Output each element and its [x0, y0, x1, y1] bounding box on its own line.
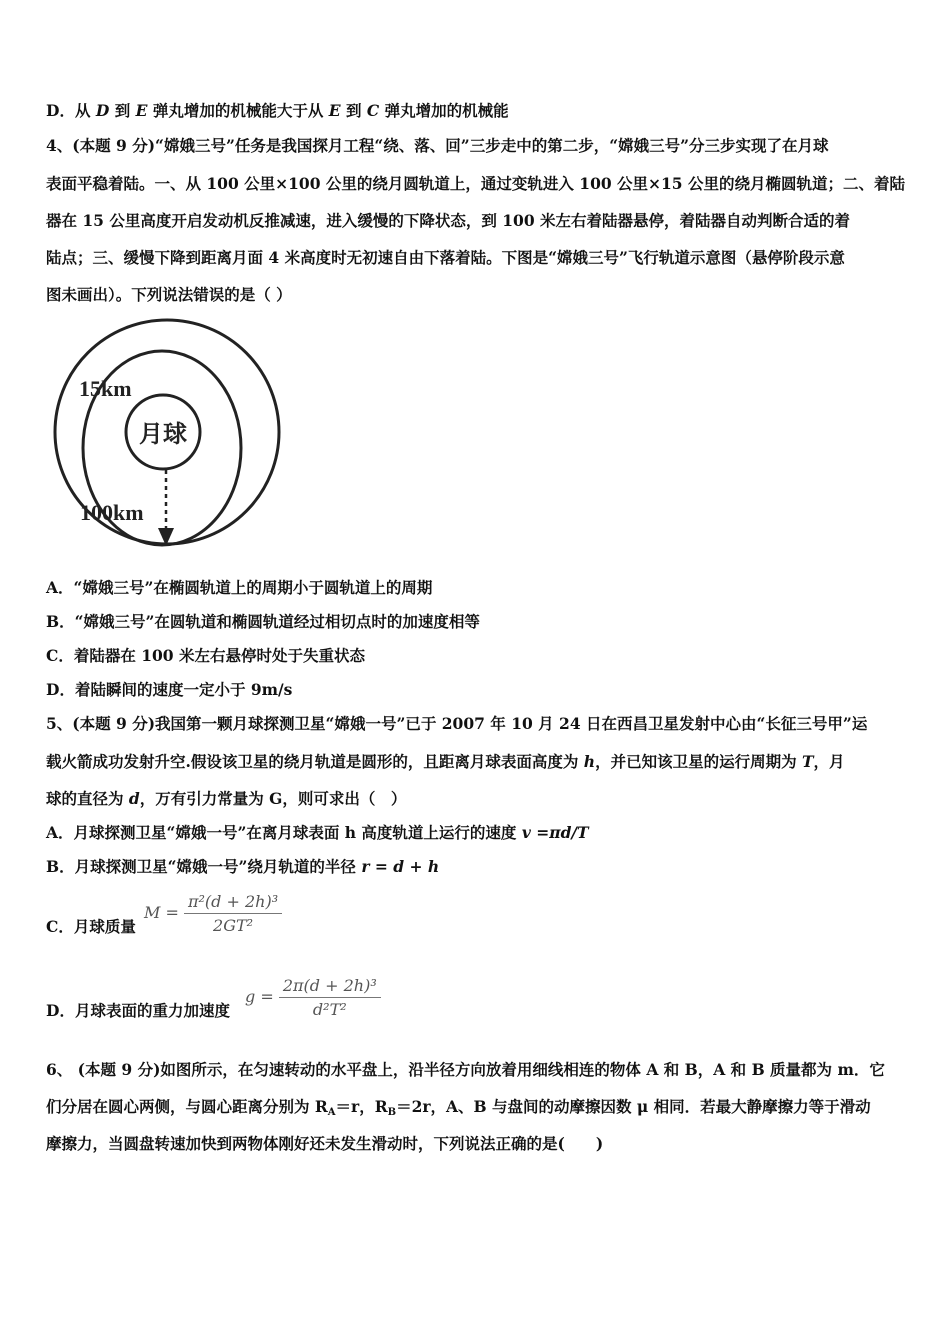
moon-label: 月球	[139, 420, 187, 448]
q3-d-var: D	[95, 101, 110, 120]
q5-text: ，万有引力常量为 G，则可求出（ ）	[139, 789, 407, 808]
q3-d-var: E	[328, 101, 341, 120]
q5-b-formula: r = d + h	[361, 857, 440, 876]
q4-option-c: C．着陆器在 100 米左右悬停时处于失重状态	[46, 646, 365, 665]
label-100km: 100km	[80, 500, 144, 525]
q4-option-a: A．“嫦娥三号”在椭圆轨道上的周期小于圆轨道上的周期	[46, 578, 433, 597]
q6-text: ＝r，R	[335, 1097, 388, 1116]
q5-c-lhs: M =	[144, 903, 179, 922]
label-15km: 15km	[79, 376, 132, 401]
q4-stem-line-2: 表面平稳着陆。一、从 100 公里×100 公里的绕月圆轨道上，通过变轨进入 100 公里×15 公里的绕月椭圆轨道；二、着陆	[46, 174, 905, 193]
q6-stem-line-1: 6、 (本题 9 分)如图所示，在匀速转动的水平盘上，沿半径方向放着用细线相连的物体 A 和 B，A 和 B 质量都为 m．它	[46, 1060, 885, 1079]
q6-text: 们分居在圆心两侧，与圆心距离分别为 R	[46, 1097, 328, 1116]
q5-stem-line-1: 5、(本题 9 分)我国第一颗月球探测卫星“嫦娥一号”已于 2007 年 10 月 24 日在西昌卫星发射中心由“长征三号甲”运	[46, 714, 868, 733]
q5-stem-line-3	[46, 789, 406, 809]
q5-c-formula	[144, 892, 282, 935]
q6-text: ＝2r，A、B 与盘间的动摩擦因数 μ 相同．若最大静摩擦力等于滑动	[396, 1097, 871, 1116]
orbit-diagram	[46, 318, 296, 556]
q5-text: 载火箭成功发射升空.假设该卫星的绕月轨道是圆形的，且距离月球表面高度为	[46, 752, 584, 771]
q3-d-text: 到	[340, 101, 367, 120]
q5-b-text: B．月球探测卫星“嫦娥一号”绕月轨道的半径	[46, 857, 362, 876]
q3-d-text: D．从	[46, 101, 96, 120]
q3-d-text: 弹丸增加的机械能	[379, 101, 509, 120]
q5-option-d: D．月球表面的重力加速度	[46, 1001, 230, 1020]
q5-d-fraction	[279, 976, 381, 1019]
q6-subscript-b: B	[387, 1107, 397, 1118]
q5-d-numerator: 2π(d + 2h)³	[279, 976, 381, 998]
q3-d-var: C	[366, 101, 380, 120]
q5-a-text: A．月球探测卫星“嫦娥一号”在离月球表面 h 高度轨道上运行的速度	[46, 823, 522, 842]
q5-text: ，月	[813, 752, 845, 771]
q6-subscript-a: A	[327, 1107, 336, 1118]
q3-d-var: E	[135, 101, 148, 120]
q3-d-text: 弹丸增加的机械能大于从	[147, 101, 329, 120]
q5-d-denominator: d²T²	[312, 1000, 347, 1019]
q6-stem-line-2	[46, 1097, 871, 1123]
q5-option-a	[46, 823, 589, 843]
q5-text: ，并已知该卫星的运行周期为	[595, 752, 802, 771]
q5-var-h: h	[583, 752, 596, 771]
q4-stem-line-4: 陆点；三、缓慢下降到距离月面 4 米高度时无初速自由下落着陆。下图是“嫦娥三号”飞行轨道示意图（悬停阶段示意	[46, 248, 845, 267]
q4-stem-line-5: 图未画出）。下列说法错误的是（ ）	[46, 285, 292, 304]
q5-a-formula: v =πd/T	[521, 823, 589, 842]
q5-stem-line-2	[46, 752, 845, 772]
q5-c-denominator: 2GT²	[213, 916, 254, 935]
q5-option-b	[46, 857, 439, 877]
q6-stem-line-3: 摩擦力，当圆盘转速加快到两物体刚好还未发生滑动时，下列说法正确的是( )	[46, 1134, 604, 1153]
q4-option-d: D．着陆瞬间的速度一定小于 9m/s	[46, 680, 293, 699]
q4-option-b: B．“嫦娥三号”在圆轨道和椭圆轨道经过相切点时的加速度相等	[46, 612, 480, 631]
q5-var-t: T	[801, 752, 814, 771]
q5-d-formula	[245, 976, 381, 1019]
q4-stem-line-1: 4、(本题 9 分)“嫦娥三号”任务是我国探月工程“绕、落、回”三步走中的第二步，“嫦娥三号”分三步实现了在月球	[46, 136, 829, 155]
q5-option-c: C．月球质量	[46, 917, 136, 936]
q5-d-lhs: g =	[245, 987, 274, 1006]
q4-stem-line-3: 器在 15 公里高度开启发动机反推减速，进入缓慢的下降状态，到 100 米左右着陆器悬停，着陆器自动判断合适的着	[46, 211, 851, 230]
q5-text: 球的直径为	[46, 789, 129, 808]
q5-c-fraction	[184, 892, 282, 935]
q5-c-numerator: π²(d + 2h)³	[184, 892, 282, 914]
q3-option-d	[46, 101, 509, 121]
q3-d-text: 到	[109, 101, 136, 120]
q5-var-d: d	[128, 789, 140, 808]
